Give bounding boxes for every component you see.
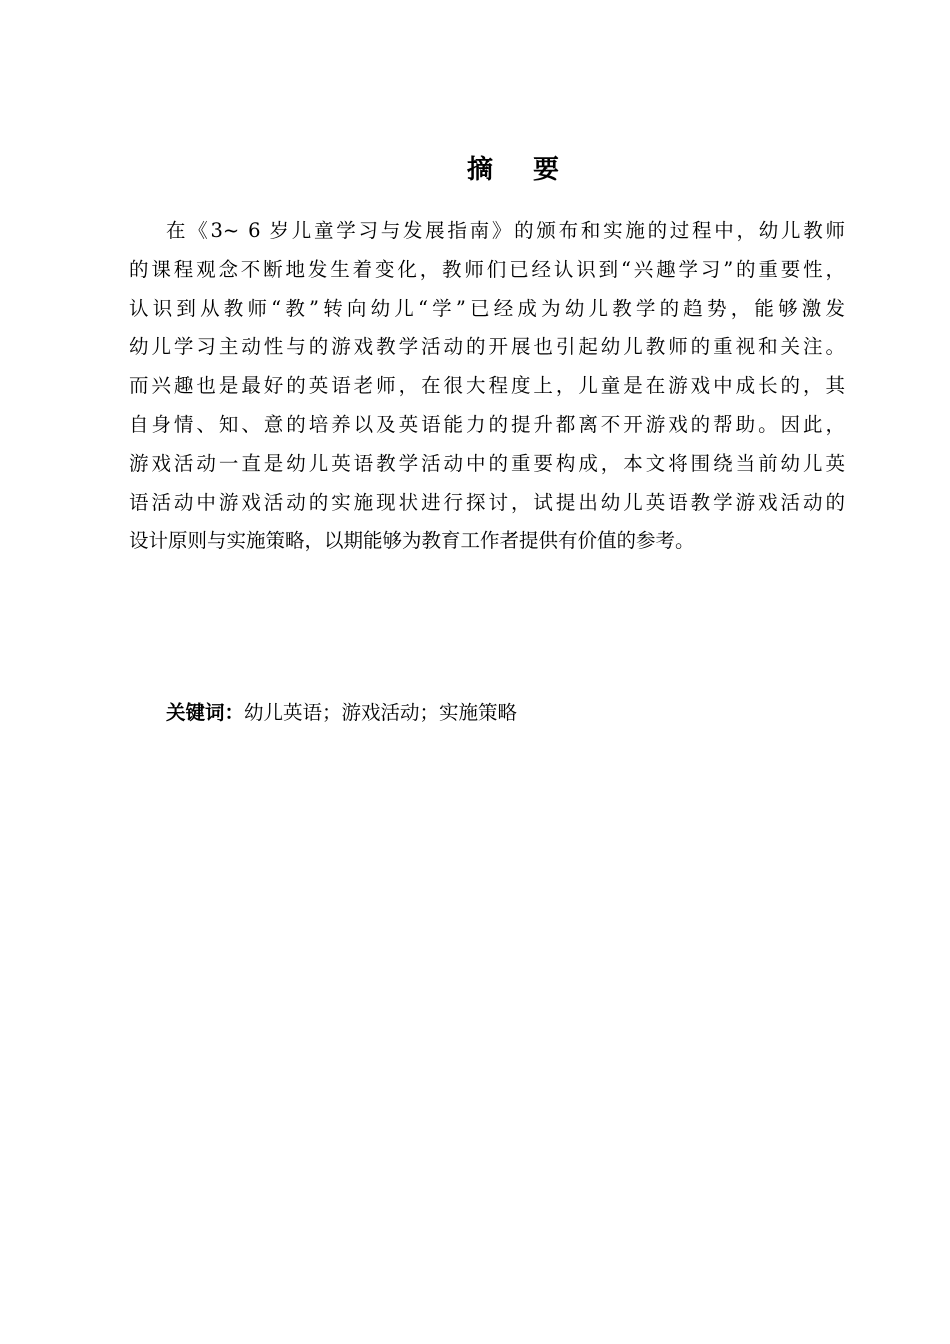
abstract-body xyxy=(129,212,845,561)
keywords-label: 关键词： xyxy=(166,701,245,724)
abstract-line: 语活动中游戏活动的实施现状进行探讨，试提出幼儿英语教学游戏活动的 xyxy=(129,490,845,514)
abstract-title-char-1: 摘 xyxy=(466,155,493,185)
abstract-line: 而兴趣也是最好的英语老师，在很大程度上，儿童是在游戏中成长的，其 xyxy=(129,374,845,398)
abstract-line: 自身情、知、意的培养以及英语能力的提升都离不开游戏的帮助。因此， xyxy=(129,412,845,436)
abstract-line: 的课程观念不断地发生着变化，教师们已经认识到“兴趣学习”的重要性， xyxy=(129,257,845,281)
keywords-text: 幼儿英语；游戏活动；实施策略 xyxy=(244,701,518,724)
keywords xyxy=(166,694,517,732)
abstract-line: 幼儿学习主动性与的游戏教学活动的开展也引起幼儿教师的重视和关注。 xyxy=(129,335,845,359)
abstract-line: 认识到从教师“教”转向幼儿“学”已经成为幼儿教学的趋势，能够激发 xyxy=(129,296,845,320)
abstract-title xyxy=(0,150,950,190)
abstract-line: 游戏活动一直是幼儿英语教学活动中的重要构成，本文将围绕当前幼儿英 xyxy=(129,451,845,475)
abstract-line: 在《3~ 6 岁儿童学习与发展指南》的颁布和实施的过程中，幼儿教师 xyxy=(166,219,845,242)
abstract-title-char-2: 要 xyxy=(533,155,560,185)
abstract-line: 设计原则与实施策略，以期能够为教育工作者提供有价值的参考。 xyxy=(129,529,695,553)
